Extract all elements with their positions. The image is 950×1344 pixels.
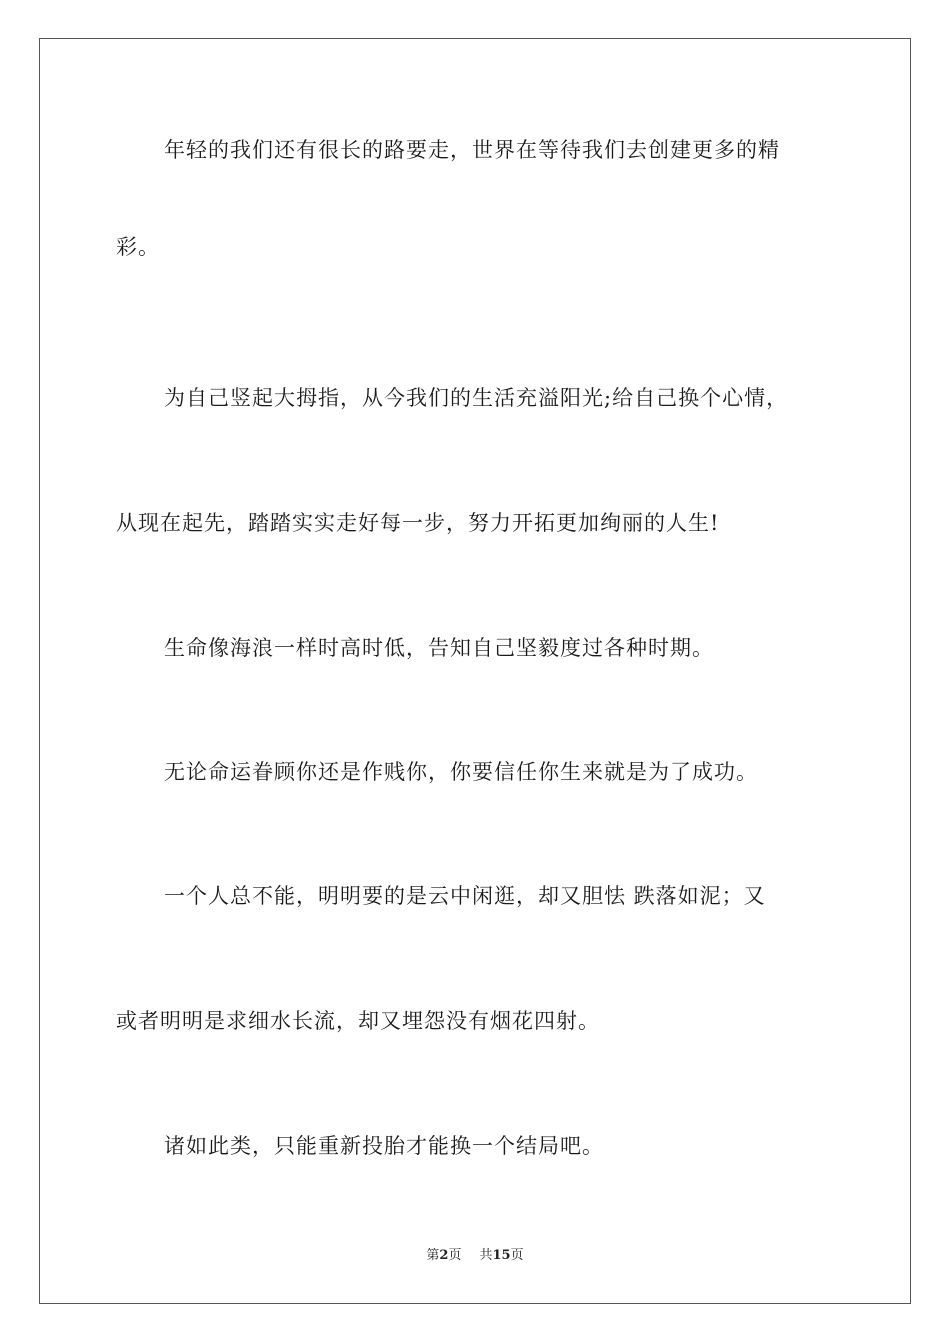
current-page-number: 2 <box>439 1248 449 1263</box>
paragraph-line: 年轻的我们还有很长的路要走，世界在等待我们去创建更多的精 <box>164 138 780 162</box>
paragraph-line: 生命像海浪一样时高时低，告知自己坚毅度过各种时期。 <box>164 636 714 660</box>
paragraph-line: 一个人总不能，明明要的是云中闲逛，却又胆怯 跌落如泥；又 <box>164 884 766 908</box>
paragraph-line: 彩。 <box>116 235 160 259</box>
page-border <box>39 38 911 1304</box>
paragraph-line: 或者明明是求细水长流，却又埋怨没有烟花四射。 <box>116 1009 600 1033</box>
paragraph-line: 诸如此类，只能重新投胎才能换一个结局吧。 <box>164 1134 604 1158</box>
total-page-number: 15 <box>492 1248 511 1263</box>
total-suffix: 页 <box>510 1248 524 1263</box>
page-suffix: 页 <box>448 1248 462 1263</box>
page-prefix: 第 <box>426 1248 440 1263</box>
paragraph-line: 为自己竖起大拇指，从今我们的生活充溢阳光;给自己换个心情， <box>164 386 789 410</box>
page-footer <box>0 1247 950 1265</box>
paragraph-line: 从现在起先，踏踏实实走好每一步，努力开拓更加绚丽的人生! <box>116 511 720 535</box>
total-prefix: 共 <box>479 1248 493 1263</box>
paragraph-line: 无论命运眷顾你还是作贱你，你要信任你生来就是为了成功。 <box>164 760 758 784</box>
